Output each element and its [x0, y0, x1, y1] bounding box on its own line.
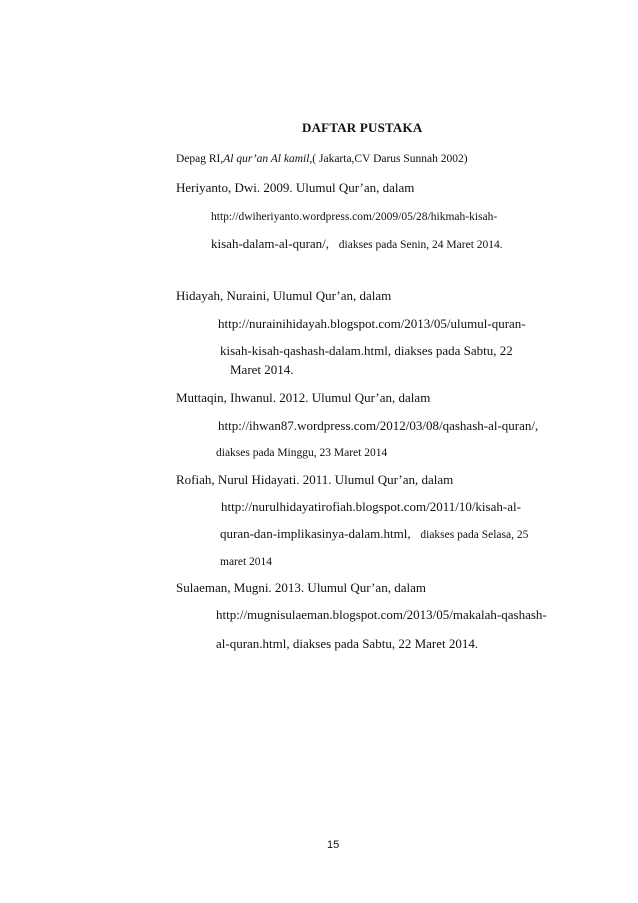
reference-rofiah-line4: maret 2014: [220, 556, 273, 568]
reference-access-date: diakses pada Senin, 24 Maret 2014.: [338, 239, 503, 251]
reference-sulaeman-line1: Sulaeman, Mugni. 2013. Ulumul Qur’an, dalam: [176, 580, 426, 595]
reference-url-tail: kisah-dalam-al-quran/,: [211, 236, 330, 251]
reference-muttaqin-access-date: diakses pada Minggu, 23 Maret 2014: [216, 447, 388, 459]
reference-muttaqin-url: http://ihwan87.wordpress.com/2012/03/08/qashash-al-quran/,: [218, 418, 539, 433]
reference-heriyanto-url: http://dwiheriyanto.wordpress.com/2009/05/28/hikmah-kisah-: [211, 211, 498, 223]
reference-sulaeman-line3: al-quran.html, diakses pada Sabtu, 22 Maret 2014.: [216, 636, 479, 651]
reference-heriyanto-line1: Heriyanto, Dwi. 2009. Ulumul Qur’an, dalam: [176, 180, 415, 195]
reference-hidayah-line3: kisah-kisah-qashash-dalam.html, diakses pada Sabtu, 22: [220, 343, 513, 358]
reference-muttaqin-line1: Muttaqin, Ihwanul. 2012. Ulumul Qur’an, dalam: [176, 390, 431, 405]
reference-depag: [176, 151, 468, 167]
page-title: DAFTAR PUSTAKA: [302, 120, 423, 135]
reference-rofiah-line1: Rofiah, Nurul Hidayati. 2011. Ulumul Qur’an, dalam: [176, 472, 454, 487]
reference-hidayah-line4: Maret 2014.: [230, 362, 294, 377]
reference-access-date: diakses pada Selasa, 25: [420, 529, 529, 541]
reference-url-tail: quran-dan-implikasinya-dalam.html,: [220, 526, 411, 541]
reference-book-title: Al qur’an Al kamil,: [223, 153, 313, 165]
page-number: 15: [327, 839, 340, 851]
reference-rofiah-url: http://nurulhidayatirofiah.blogspot.com/2011/10/kisah-al-: [221, 499, 521, 514]
reference-rofiah-line3: [220, 526, 528, 543]
reference-author: Depag RI,: [176, 153, 224, 165]
reference-sulaeman-url: http://mugnisulaeman.blogspot.com/2013/05/makalah-qashash-: [216, 607, 547, 622]
reference-heriyanto-line3: [211, 236, 503, 253]
reference-hidayah-line1: Hidayah, Nuraini, Ulumul Qur’an, dalam: [176, 288, 392, 303]
reference-hidayah-url: http://nurainihidayah.blogspot.com/2013/05/ulumul-quran-: [218, 316, 526, 331]
reference-publisher: ( Jakarta,CV Darus Sunnah 2002): [312, 153, 468, 165]
